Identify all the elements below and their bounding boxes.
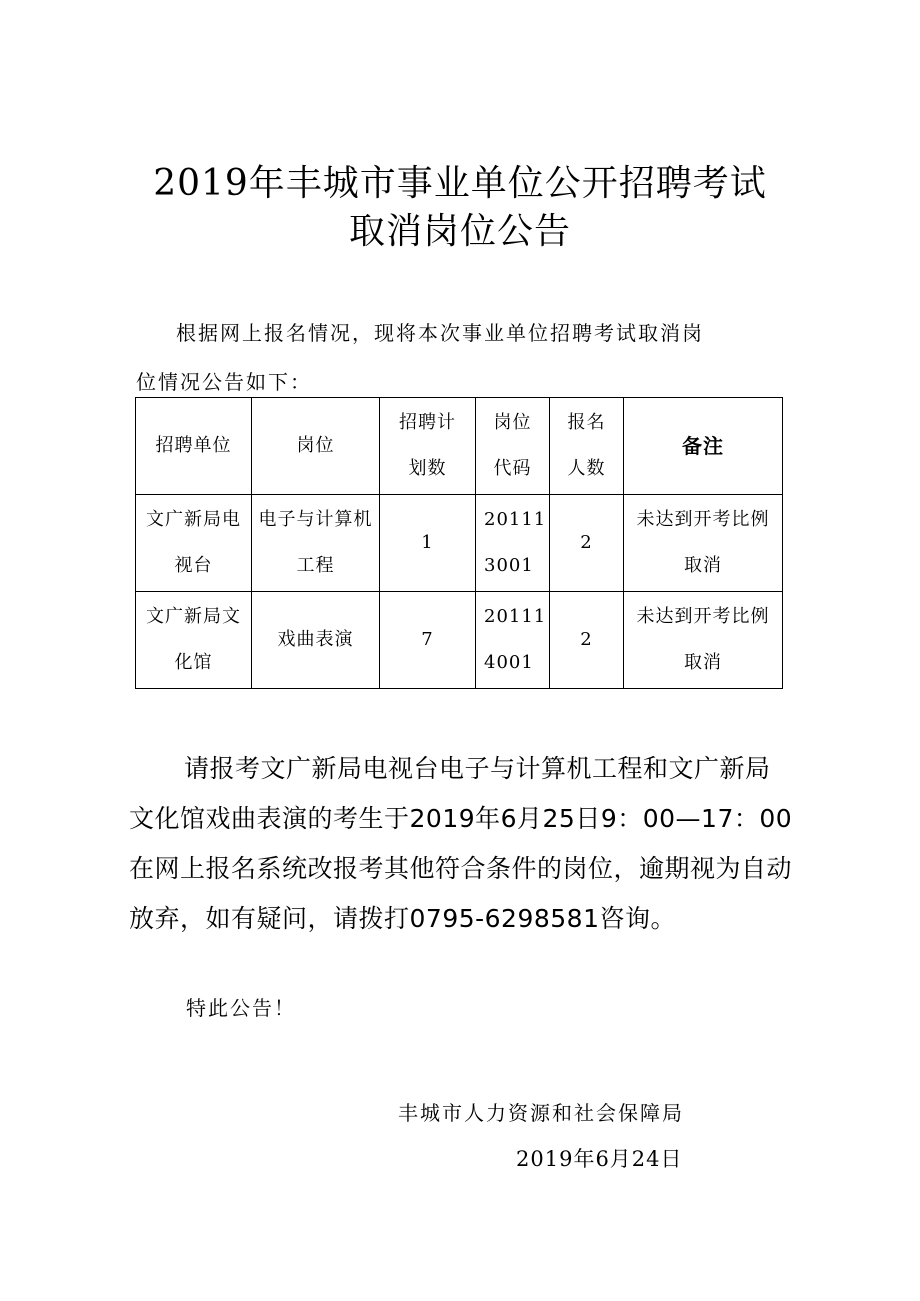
header-post: 岗位 [252, 398, 380, 495]
page-title-line1: 2019年丰城市事业单位公开招聘考试 [153, 163, 767, 204]
table-row [136, 495, 783, 592]
closing-text: 特此公告！ [186, 996, 296, 1020]
cancelled-positions-table [135, 397, 783, 689]
cell-code: 20111 3001 [476, 495, 550, 592]
cell-unit: 文广新局文 化馆 [136, 592, 252, 689]
intro-line1: 根据网上报名情况，现将本次事业单位招聘考试取消岗 [176, 321, 704, 345]
cell-remark: 未达到开考比例 取消 [624, 495, 783, 592]
issuer-name: 丰城市人力资源和社会保障局 [398, 1101, 684, 1125]
page-title-line2: 取消岗位公告 [348, 211, 571, 252]
header-applicants: 报名 人数 [550, 398, 624, 495]
cell-remark: 未达到开考比例 取消 [624, 592, 783, 689]
cell-post: 戏曲表演 [252, 592, 380, 689]
cell-post: 电子与计算机 工程 [252, 495, 380, 592]
table-row [136, 592, 783, 689]
intro-line2: 位情况公告如下： [136, 370, 312, 394]
cell-plan: 1 [380, 495, 476, 592]
issue-date: 2019年6月24日 [516, 1147, 683, 1171]
cell-plan: 7 [380, 592, 476, 689]
header-unit: 招聘单位 [136, 398, 252, 495]
header-code: 岗位 代码 [476, 398, 550, 495]
notice-text: 请报考文广新局电视台电子与计算机工程和文广新局文化馆戏曲表演的考生于2019年6月25日9：00—17：00在网上报名系统改报考其他符合条件的岗位，逾期视为自动放弃，如有疑问，请拨打0795-6298581咨询。 [129, 754, 793, 933]
cell-applicants: 2 [550, 495, 624, 592]
cell-applicants: 2 [550, 592, 624, 689]
cell-unit: 文广新局电 视台 [136, 495, 252, 592]
table-header-row [136, 398, 783, 495]
header-remark: 备注 [624, 398, 783, 495]
cell-code: 20111 4001 [476, 592, 550, 689]
notice-paragraph [129, 744, 794, 944]
header-plan: 招聘计 划数 [380, 398, 476, 495]
